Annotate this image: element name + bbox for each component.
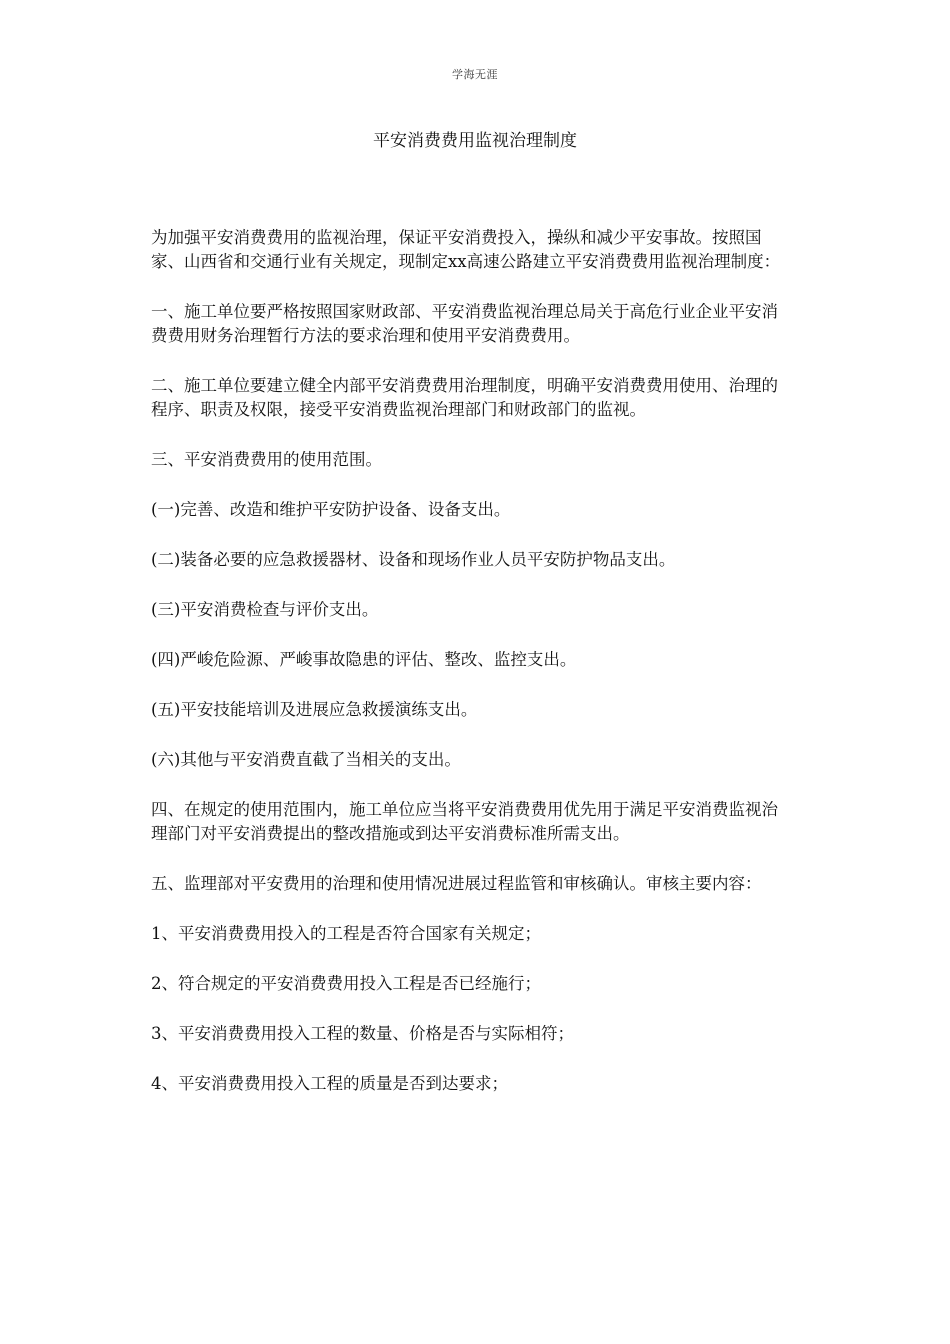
list-item: 2、符合规定的平安消费费用投入工程是否已经施行； [151,974,541,993]
list-item: (五)平安技能培训及进展应急救援演练支出。 [151,700,478,719]
list-item: (四)严峻危险源、严峻事故隐患的评估、整改、监控支出。 [151,650,577,669]
list-item: 3、平安消费费用投入工程的数量、价格是否与实际相符； [151,1024,574,1043]
list-item: (六)其他与平安消费直截了当相关的支出。 [151,750,461,769]
list-item: (二)装备必要的应急救援器材、设备和现场作业人员平安防护物品支出。 [151,550,676,569]
document-body [151,226,791,1122]
paragraph-section-4: 四、在规定的使用范围内，施工单位应当将平安消费费用优先用于满足平安消费监视治理部门对平安消费提出的整改措施或到达平安消费标准所需支出。 [151,800,778,843]
page-header: 学海无涯 [452,68,498,81]
list-item: 4、平安消费费用投入工程的质量是否到达要求； [151,1074,508,1093]
document-title: 平安消费费用监视治理制度 [373,131,577,151]
list-item: (一)完善、改造和维护平安防护设备、设备支出。 [151,500,511,519]
list-item: (三)平安消费检查与评价支出。 [151,600,379,619]
paragraph-intro: 为加强平安消费费用的监视治理，保证平安消费投入，操纵和减少平安事故。按照国家、山西省和交通行业有关规定，现制定xx高速公路建立平安消费费用监视治理制度： [151,228,781,271]
paragraph-section-5: 五、监理部对平安费用的治理和使用情况进展过程监管和审核确认。审核主要内容： [151,874,762,893]
paragraph-section-2: 二、施工单位要建立健全内部平安消费费用治理制度，明确平安消费费用使用、治理的程序、职责及权限，接受平安消费监视治理部门和财政部门的监视。 [151,376,778,419]
paragraph-section-1: 一、施工单位要严格按照国家财政部、平安消费监视治理总局关于高危行业企业平安消费费用财务治理暂行方法的要求治理和使用平安消费费用。 [151,302,778,345]
paragraph-section-3: 三、平安消费费用的使用范围。 [151,450,382,469]
list-item: 1、平安消费费用投入的工程是否符合国家有关规定； [151,924,541,943]
